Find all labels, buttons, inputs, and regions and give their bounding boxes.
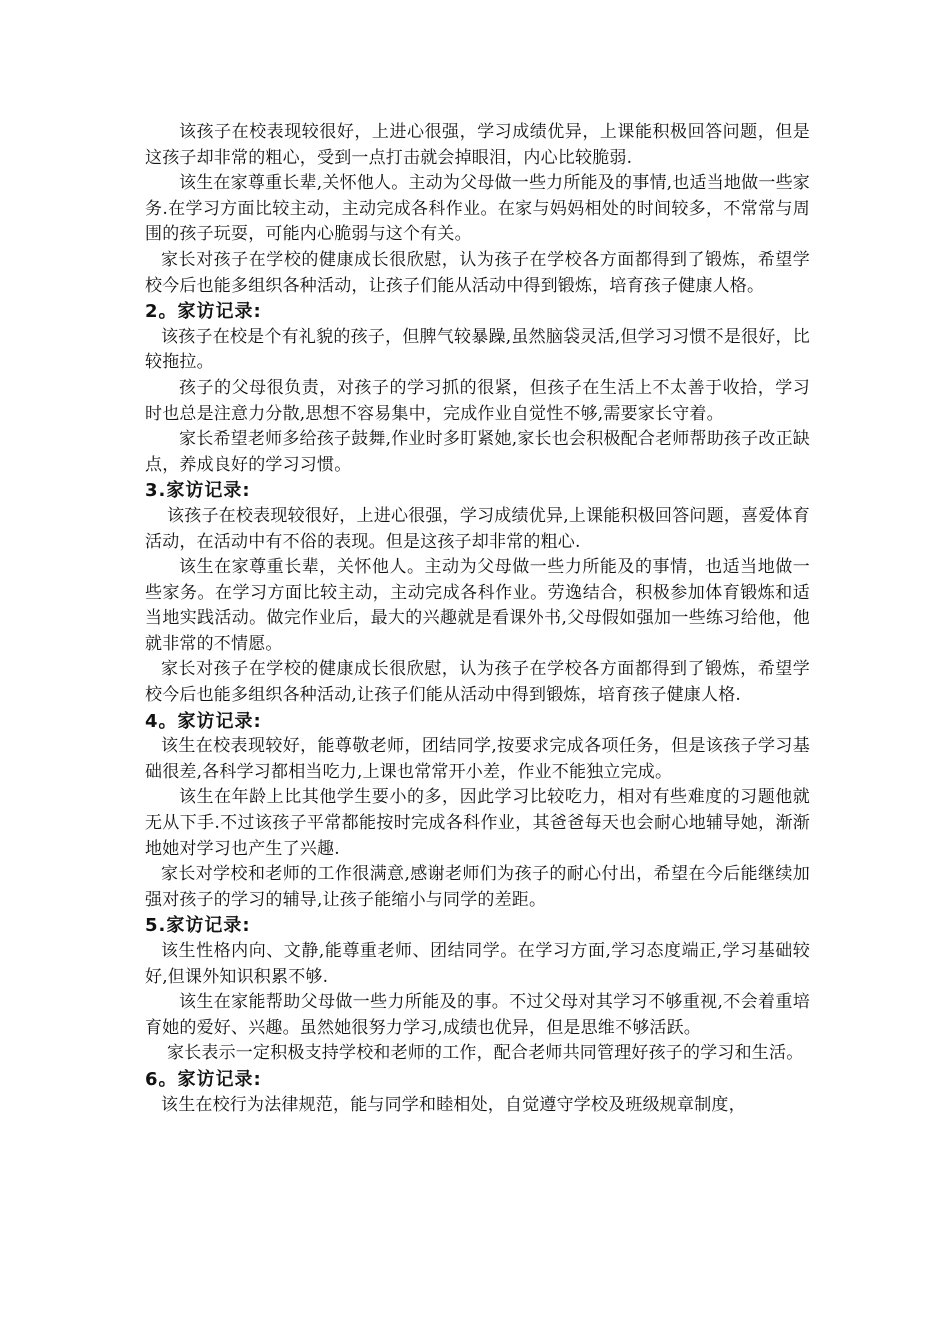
section-4-paragraph-1: 该生在校表现较好，能尊敬老师，团结同学,按要求完成各项任务，但是该孩子学习基础很差,各科学习都相当吃力,上课也常常开小差，作业不能独立完成。 bbox=[145, 736, 810, 782]
section-1-paragraph-1: 该孩子在校表现较很好，上进心很强，学习成绩优异，上课能积极回答问题，但是这孩子却非常的粗心，受到一点打击就会掉眼泪，内心比较脆弱. bbox=[145, 122, 810, 168]
section-3-heading: 3.家访记录: bbox=[145, 480, 251, 502]
section-5-paragraph-1: 该生性格内向、文静,能尊重老师、团结同学。在学习方面,学习态度端正,学习基础较好,但课外知识积累不够. bbox=[145, 941, 810, 987]
section-2-heading: 2。家访记录: bbox=[145, 301, 262, 323]
document-page bbox=[145, 120, 810, 1118]
section-6-paragraph-1: 该生在校行为法律规范，能与同学和睦相处，自觉遵守学校及班级规章制度， bbox=[161, 1094, 746, 1115]
section-3-paragraph-2: 该生在家尊重长辈，关怀他人。主动为父母做一些力所能及的事情，也适当地做一些家务。在学习方面比较主动，主动完成各科作业。劳逸结合，积极参加体育锻炼和适当地实践活动。做完作业后，最大的兴趣就是看课外书,父母假如强加一些练习给他，他就非常的不情愿。 bbox=[145, 557, 810, 654]
section-5-paragraph-3: 家长表示一定积极支持学校和老师的工作，配合老师共同管理好孩子的学习和生活。 bbox=[167, 1043, 804, 1064]
section-1-paragraph-2: 该生在家尊重长辈,关怀他人。主动为父母做一些力所能及的事情,也适当地做一些家务.在学习方面比较主动，主动完成各科作业。在家与妈妈相处的时间较多，不常常与周围的孩子玩耍，可能内心脆弱与这个有关。 bbox=[145, 173, 810, 245]
section-2-paragraph-3: 家长希望老师多给孩子鼓舞,作业时多盯紧她,家长也会积极配合老师帮助孩子改正缺点，养成良好的学习习惯。 bbox=[145, 429, 810, 475]
section-6-heading: 6。家访记录: bbox=[145, 1068, 262, 1090]
section-1-paragraph-3: 家长对孩子在学校的健康成长很欣慰，认为孩子在学校各方面都得到了锻炼，希望学校今后也能多组织各种活动，让孩子们能从活动中得到锻炼，培育孩子健康人格。 bbox=[145, 249, 810, 296]
section-2-paragraph-2: 孩子的父母很负责，对孩子的学习抓的很紧，但孩子在生活上不太善于收拾，学习时也总是注意力分散,思想不容易集中，完成作业自觉性不够,需要家长守着。 bbox=[145, 377, 810, 424]
section-2-paragraph-1: 该孩子在校是个有礼貌的孩子，但脾气较暴躁,虽然脑袋灵活,但学习习惯不是很好，比较拖拉。 bbox=[145, 326, 810, 373]
section-3-paragraph-1: 该孩子在校表现较很好，上进心很强，学习成绩优异,上课能积极回答问题，喜爱体育活动，在活动中有不俗的表现。但是这孩子却非常的粗心. bbox=[145, 505, 810, 552]
section-4-heading: 4。家访记录: bbox=[145, 710, 262, 732]
section-3-paragraph-3: 家长对孩子在学校的健康成长很欣慰，认为孩子在学校各方面都得到了锻炼，希望学校今后也能多组织各种活动,让孩子们能从活动中得到锻炼，培育孩子健康人格. bbox=[145, 659, 810, 706]
section-4-paragraph-2: 该生在年龄上比其他学生要小的多，因此学习比较吃力，相对有些难度的习题他就无从下手.不过该孩子平常都能按时完成各科作业，其爸爸每天也会耐心地辅导她，渐渐地她对学习也产生了兴趣. bbox=[145, 787, 810, 859]
section-4-paragraph-3: 家长对学校和老师的工作很满意,感谢老师们为孩子的耐心付出，希望在今后能继续加强对孩子的学习的辅导,让孩子能缩小与同学的差距。 bbox=[145, 864, 810, 910]
section-5-paragraph-2: 该生在家能帮助父母做一些力所能及的事。不过父母对其学习不够重视,不会着重培育她的爱好、兴趣。虽然她很努力学习,成绩也优异，但是思维不够活跃。 bbox=[145, 992, 810, 1038]
section-5-heading: 5.家访记录: bbox=[145, 915, 251, 937]
